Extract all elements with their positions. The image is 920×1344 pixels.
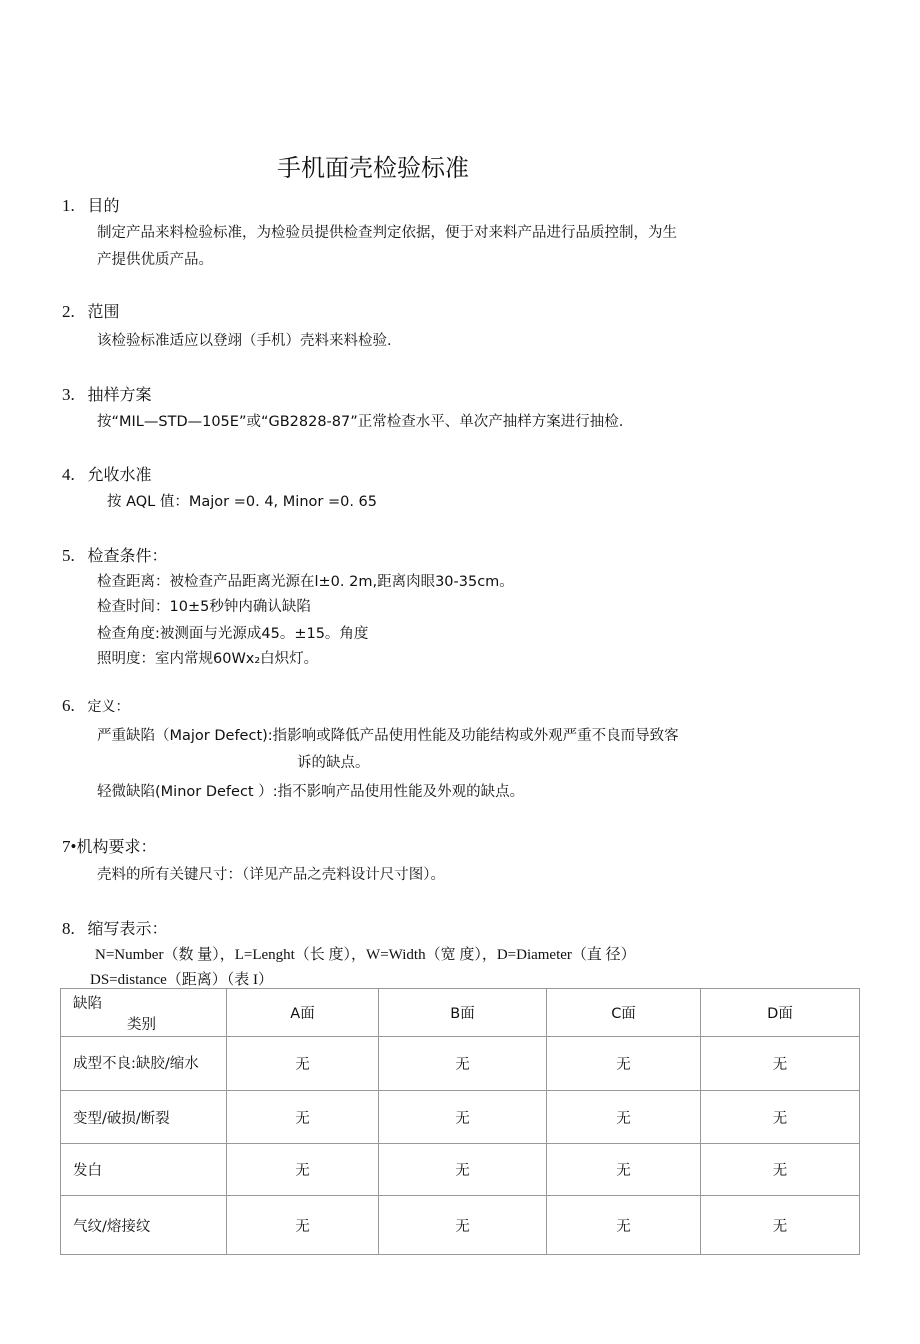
table-row <box>61 1144 860 1196</box>
row-label: 成型不良:缺胶/缩水 <box>61 1037 227 1091</box>
column-header: B面 <box>379 989 547 1037</box>
section-number: 5. <box>62 546 75 565</box>
section-number: 4. <box>62 465 75 484</box>
section-text: 检查角度:被测面与光源成45。±15。角度 <box>97 626 369 642</box>
table-cell: 无 <box>701 1196 860 1255</box>
section-text: 诉的缺点。 <box>297 755 370 771</box>
section-number: 3. <box>62 385 75 404</box>
table-cell: 无 <box>547 1144 701 1196</box>
section-title: 允收水准 <box>87 465 152 484</box>
section-text: 按 AQL 值：Major =0. 4, Minor =0. 65 <box>107 494 377 510</box>
section-3-heading <box>62 382 152 405</box>
section-text: 照明度：室内常规60Wx₂白炽灯。 <box>97 651 319 667</box>
table-cell: 无 <box>227 1144 379 1196</box>
section-title: 缩写表示： <box>87 919 168 938</box>
table-cell: 无 <box>379 1037 547 1091</box>
table-cell: 无 <box>227 1196 379 1255</box>
table-cell: 无 <box>701 1144 860 1196</box>
document-title: 手机面壳检验标准 <box>277 154 469 182</box>
section-number: 6. <box>62 696 75 715</box>
section-text: 壳料的所有关键尺寸：（详见产品之壳料设计尺寸图）。 <box>97 867 445 883</box>
row-label: 气纹/熔接纹 <box>61 1196 227 1255</box>
row-label: 变型/破损/断裂 <box>61 1091 227 1144</box>
section-number: 2. <box>62 302 75 321</box>
header-category-label: 类别 <box>127 1017 156 1033</box>
table-cell: 无 <box>701 1037 860 1091</box>
section-text: 制定产品来料检验标准，为检验员提供检查判定依据，便于对来料产品进行品质控制，为生 <box>97 225 677 241</box>
section-title: 范围 <box>87 302 120 321</box>
section-5-heading <box>62 543 168 566</box>
table-header-row <box>61 989 860 1037</box>
table-cell: 无 <box>701 1091 860 1144</box>
table-cell: 无 <box>227 1037 379 1091</box>
table-row <box>61 1091 860 1144</box>
column-header: D面 <box>701 989 860 1037</box>
header-corner-cell <box>61 989 227 1037</box>
row-label: 发白 <box>61 1144 227 1196</box>
section-title: 机构要求： <box>76 837 157 856</box>
section-text: 轻微缺陷(Minor Defect ）:指不影响产品使用性能及外观的缺点。 <box>97 784 525 800</box>
section-8-heading <box>62 916 168 939</box>
section-2-heading <box>62 299 120 322</box>
table-row <box>61 1037 860 1091</box>
defect-table <box>60 988 860 1255</box>
column-header: A面 <box>227 989 379 1037</box>
section-title: 定义： <box>87 699 130 715</box>
section-text: 检查距离：被检查产品距离光源在l±0. 2m,距离肉眼30-35cm。 <box>97 574 514 590</box>
section-text: 产提供优质产品。 <box>97 252 213 268</box>
section-1-heading <box>62 193 120 216</box>
table-cell: 无 <box>547 1091 701 1144</box>
section-4-heading <box>62 462 152 485</box>
table-cell: 无 <box>379 1144 547 1196</box>
section-number: 7• <box>62 837 77 856</box>
column-header: C面 <box>547 989 701 1037</box>
section-number: 8. <box>62 919 75 938</box>
section-6-heading <box>62 696 130 716</box>
header-defect-label: 缺陷 <box>73 996 102 1012</box>
section-text: DS=distance（距离）（表 I） <box>90 972 274 988</box>
table-cell: 无 <box>227 1091 379 1144</box>
table-row <box>61 1196 860 1255</box>
section-text: 严重缺陷（Major Defect):指影响或降低产品使用性能及功能结构或外观严重不良而导致客 <box>97 728 679 744</box>
section-text: 按“MIL—STD—105E”或“GB2828-87”正常检查水平、单次产抽样方案进行抽检. <box>97 414 624 430</box>
section-7-heading <box>62 834 156 857</box>
section-title: 抽样方案 <box>87 385 152 404</box>
table-cell: 无 <box>379 1196 547 1255</box>
section-text: 该检验标准适应以登翊（手机）壳料来料检验. <box>97 333 392 349</box>
section-title: 目的 <box>87 196 120 215</box>
section-text: N=Number（数 量），L=Lenght（长 度），W=Width（宽 度），D=Diameter（直 径） <box>95 947 636 963</box>
section-number: 1. <box>62 196 75 215</box>
table-cell: 无 <box>547 1037 701 1091</box>
section-text: 检查时间：10±5秒钟内确认缺陷 <box>97 599 311 615</box>
table-cell: 无 <box>379 1091 547 1144</box>
table-cell: 无 <box>547 1196 701 1255</box>
section-title: 检查条件： <box>87 546 168 565</box>
